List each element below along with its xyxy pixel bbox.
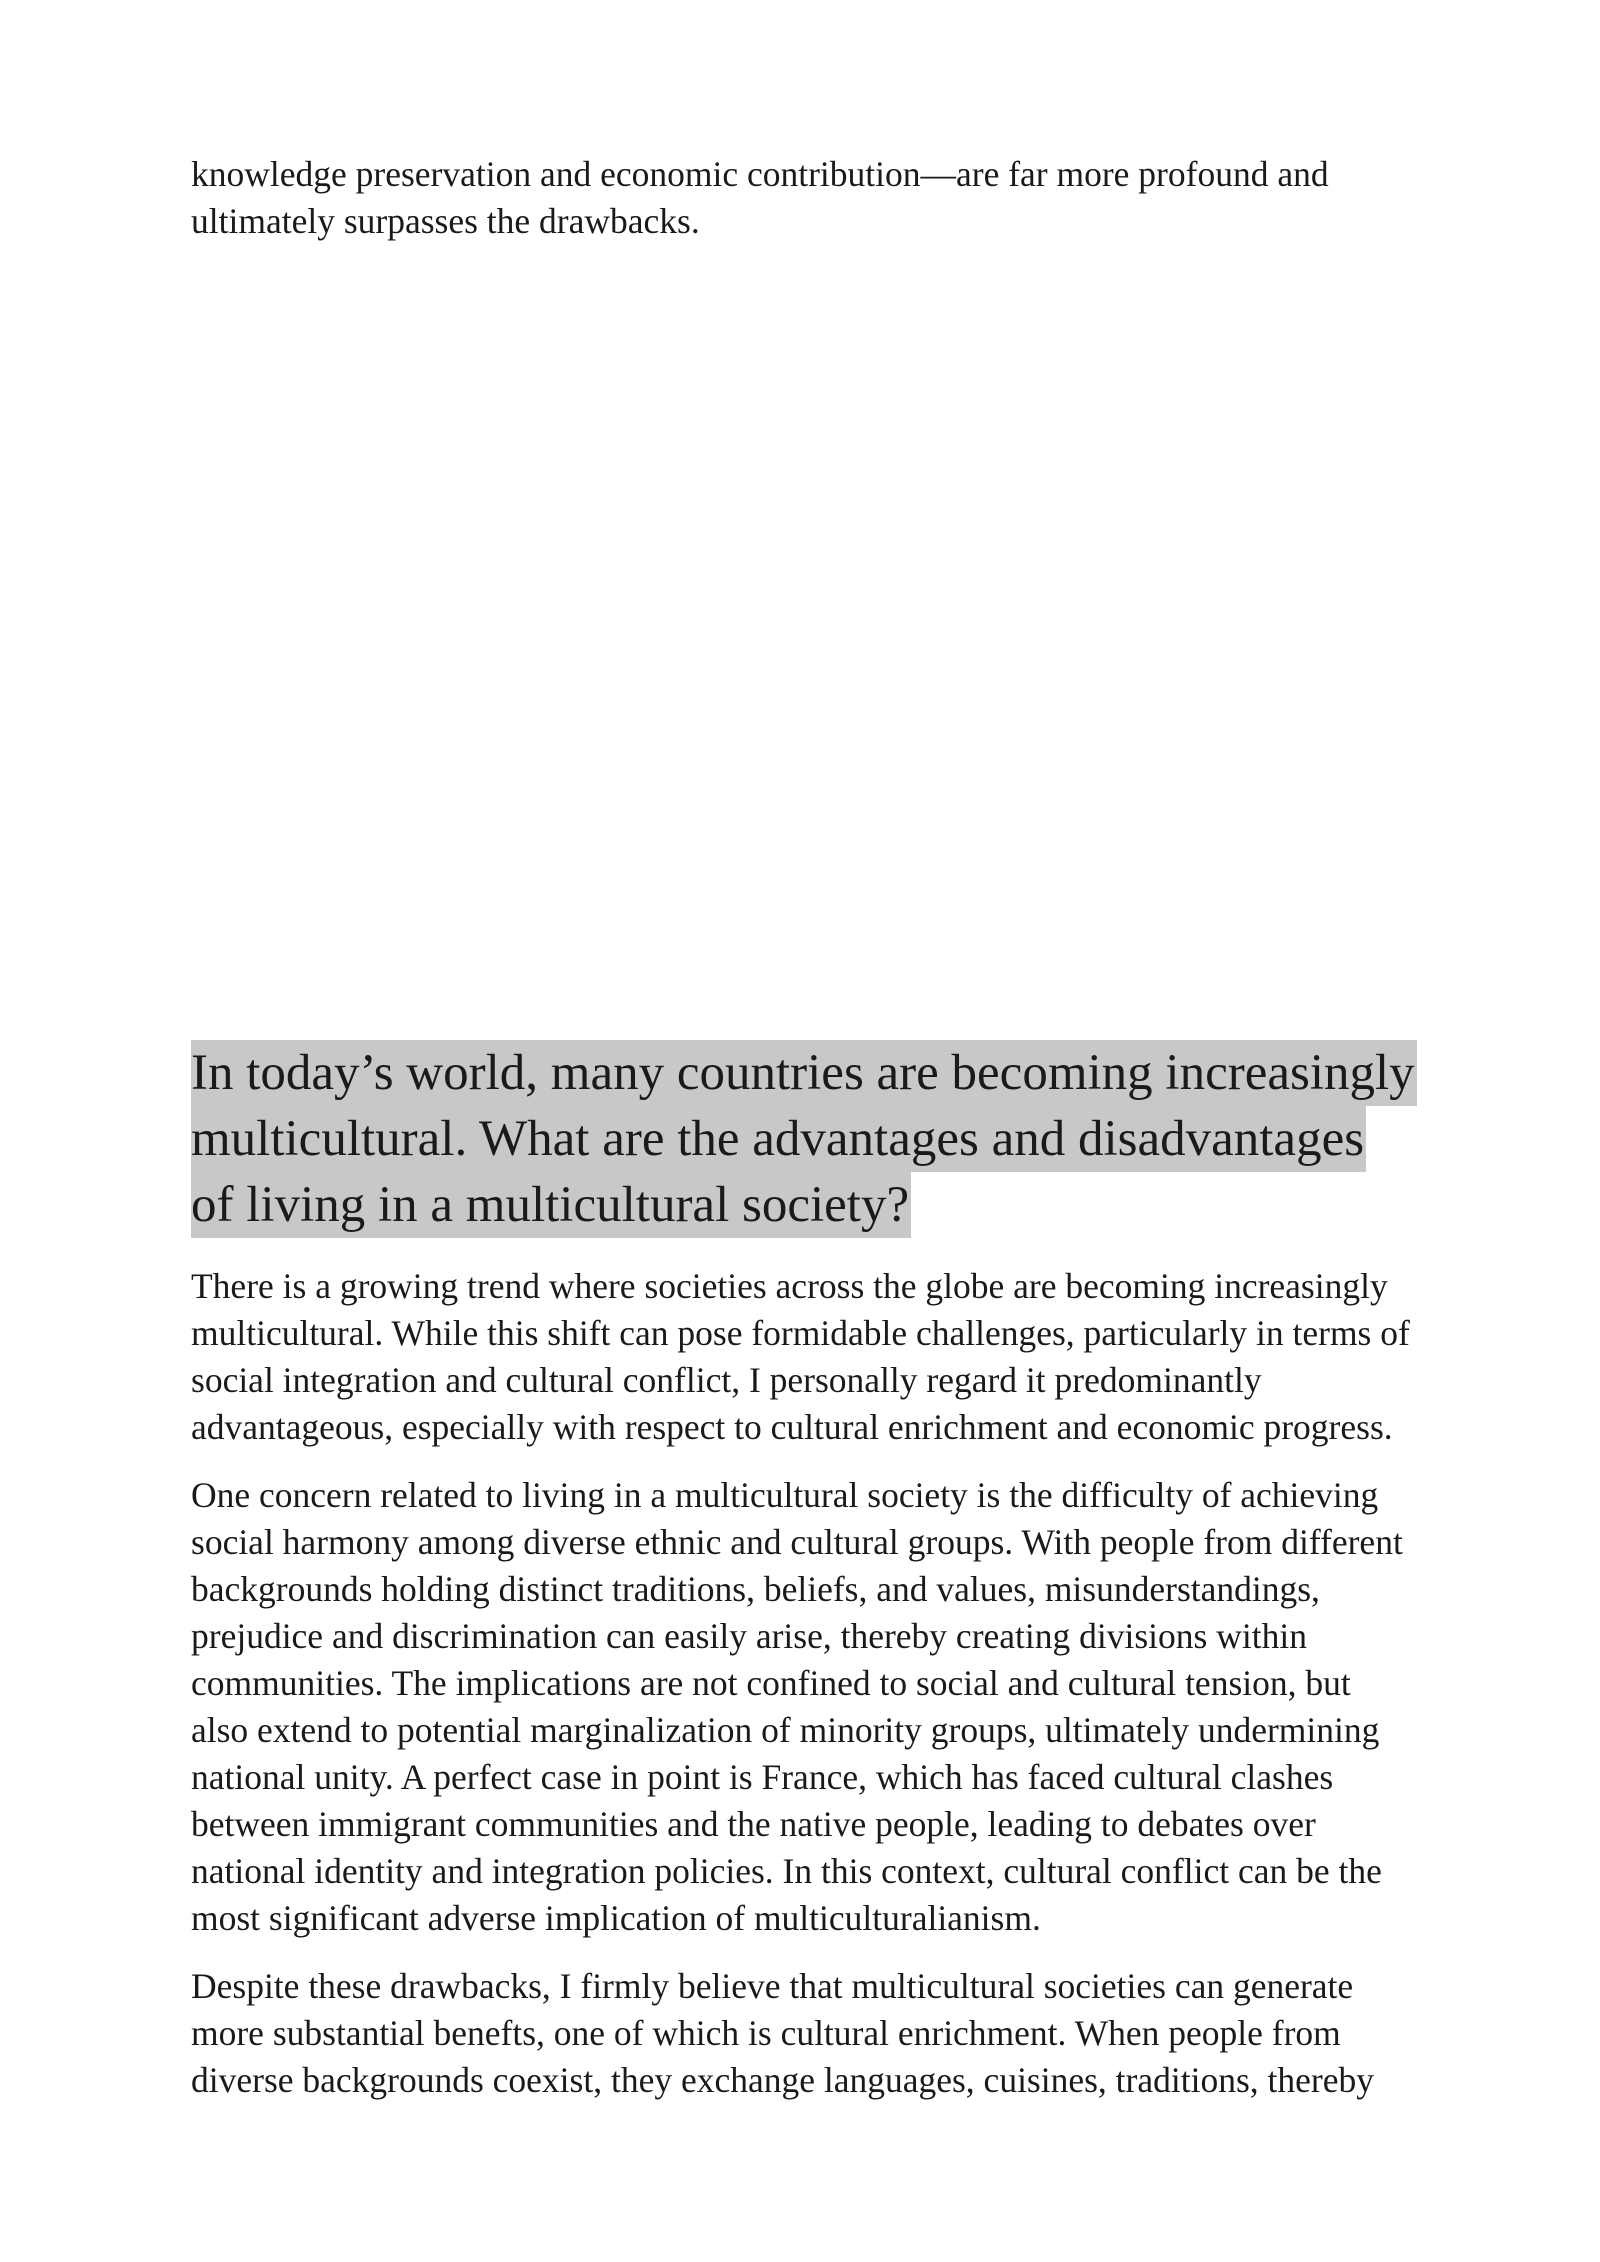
text-line: national identity and integration policies. In this context, cultural conflict can be the [191, 1851, 1382, 1891]
text-line: most significant adverse implication of multiculturalianism. [191, 1898, 1041, 1938]
prompt-line-highlighted: of living in a multicultural society? [191, 1172, 911, 1238]
essay-body [191, 1263, 1511, 2125]
carry-over-line: ultimately surpasses the drawbacks. [191, 201, 700, 241]
text-line: more substantial benefts, one of which is cultural enrichment. When people from [191, 2013, 1341, 2053]
text-line: Despite these drawbacks, I firmly believe that multicultural societies can generate [191, 1966, 1354, 2006]
prompt-line-highlighted: multicultural. What are the advantages and disadvantages [191, 1106, 1366, 1172]
text-line: also extend to potential marginalization of minority groups, ultimately undermining [191, 1710, 1380, 1750]
text-line: There is a growing trend where societies across the globe are becoming increasingly [191, 1266, 1388, 1306]
text-line: backgrounds holding distinct traditions, beliefs, and values, misunderstandings, [191, 1569, 1320, 1609]
text-line: between immigrant communities and the native people, leading to debates over [191, 1804, 1316, 1844]
text-line: multicultural. While this shift can pose formidable challenges, particularly in terms of [191, 1313, 1410, 1353]
introduction-paragraph [191, 1263, 1511, 1451]
text-line: advantageous, especially with respect to cultural enrichment and economic progress. [191, 1407, 1393, 1447]
text-line: national unity. A perfect case in point is France, which has faced cultural clashes [191, 1757, 1334, 1797]
prompt-heading [191, 1040, 1511, 1238]
carry-over-line: knowledge preservation and economic contribution—are far more profound and [191, 154, 1329, 194]
carry-over-paragraph [191, 151, 1491, 245]
text-line: social integration and cultural conflict, I personally regard it predominantly [191, 1360, 1262, 1400]
text-line: prejudice and discrimination can easily arise, thereby creating divisions within [191, 1616, 1307, 1656]
essay-prompt [191, 1040, 1511, 1238]
text-line: communities. The implications are not confined to social and cultural tension, but [191, 1663, 1351, 1703]
text-line: One concern related to living in a multicultural society is the difficulty of achieving [191, 1475, 1379, 1515]
text-line: diverse backgrounds coexist, they exchange languages, cuisines, traditions, thereby [191, 2060, 1374, 2100]
text-line: social harmony among diverse ethnic and cultural groups. With people from different [191, 1522, 1403, 1562]
advantage-paragraph [191, 1963, 1511, 2104]
disadvantage-paragraph [191, 1472, 1511, 1942]
prompt-line-highlighted: In today’s world, many countries are becoming increasingly [191, 1040, 1417, 1106]
